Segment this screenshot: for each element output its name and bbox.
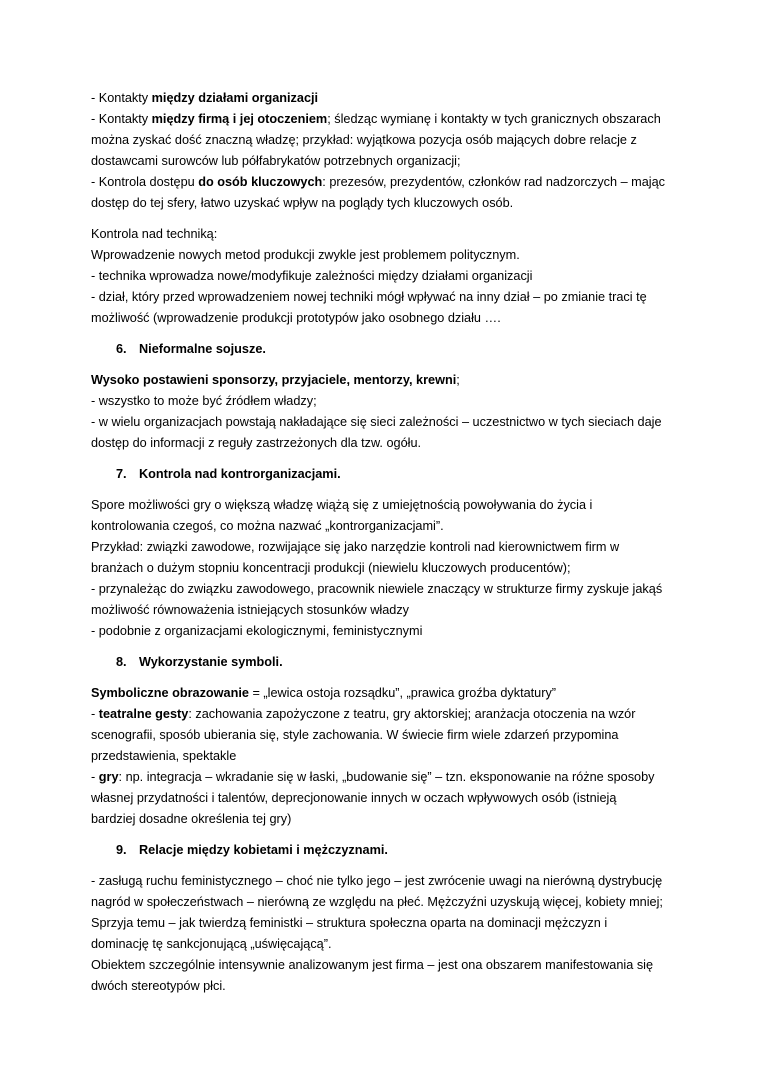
text-line: - w wielu organizacjach powstają nakładające się sieci zależności – uczestnictwo w tych sieciach daje: [91, 415, 662, 429]
heading-number: 6.: [116, 342, 127, 356]
heading-text: Kontrola nad kontrorganizacjami.: [139, 467, 341, 481]
spacer: [91, 329, 681, 339]
text-line: [91, 767, 681, 788]
paragraph-counter-organizations: [91, 495, 681, 642]
section-heading-9: [91, 840, 681, 861]
text-run: ;: [456, 373, 460, 387]
text-line: - przynależąc do związku zawodowego, pracownik niewiele znaczący w strukturze firmy zyskuje jakąś: [91, 582, 663, 596]
spacer: [91, 485, 681, 495]
spacer: [91, 673, 681, 683]
bold-text: Symboliczne obrazowanie: [91, 686, 249, 700]
bold-text: między działami organizacji: [151, 91, 319, 105]
text-line: dwóch stereotypów płci.: [91, 979, 226, 993]
text-line: Spore możliwości gry o większą władzę wiążą się z umiejętnością powoływania do życia i: [91, 498, 593, 512]
text-line: branżach o dużym stopniu koncentracji produkcji (niewielu kluczowych producentów);: [91, 561, 571, 575]
text-line: dostawcami surowców lub półfabrykatów potrzebnych organizacji;: [91, 154, 461, 168]
paragraph-technology-control: [91, 224, 681, 329]
heading-text: Relacje między kobietami i mężczyznami.: [139, 843, 388, 857]
text-line: [91, 109, 681, 130]
text-line: [91, 704, 681, 725]
spacer: [91, 454, 681, 464]
text-line: dominację tę sankcjonującą „uświęcającą”.: [91, 937, 332, 951]
text-line: [91, 172, 681, 193]
text-run: -: [91, 770, 99, 784]
text-line: [91, 683, 681, 704]
text-line: scenografii, sposób ubierania się, style zachowania. W świecie firm wiele zdarzeń przypomina: [91, 728, 619, 742]
text-line: - zasługą ruchu feministycznego – choć nie tylko jego – jest zwrócenie uwagi na nierówną dystrybucję: [91, 874, 663, 888]
text-line: możliwość (wprowadzenie produkcji prototypów jako osobnego działu ….: [91, 311, 501, 325]
text-line: - wszystko to może być źródłem władzy;: [91, 394, 317, 408]
bold-text: Wysoko postawieni sponsorzy, przyjaciele, mentorzy, krewni: [91, 373, 457, 387]
section-heading-8: [91, 652, 681, 673]
text-line: bardziej dosadne określenia tej gry): [91, 812, 292, 826]
text-run: : zachowania zapożyczone z teatru, gry aktorskiej; aranżacja otoczenia na wzór: [188, 707, 636, 721]
bold-text: do osób kluczowych: [198, 175, 323, 189]
text-line: - dział, który przed wprowadzeniem nowej techniki mógł wpływać na inny dział – po zmianie traci tę: [91, 290, 647, 304]
text-run: - Kontakty: [91, 112, 152, 126]
spacer: [91, 214, 681, 224]
text-run: - Kontakty: [91, 91, 152, 105]
heading-number: 7.: [116, 467, 127, 481]
text-run: : np. integracja – wkradanie się w łaski, „budowanie się” – tzn. eksponowanie na różne sposoby: [118, 770, 655, 784]
document-body: [91, 88, 681, 997]
text-line: własnej przydatności i talentów, deprecjonowanie innych w oczach wpływowych osób (istnieją: [91, 791, 617, 805]
text-line: Wprowadzenie nowych metod produkcji zwykle jest problemem politycznym.: [91, 248, 520, 262]
text-line: [91, 370, 681, 391]
text-run: -: [91, 707, 99, 721]
spacer: [91, 360, 681, 370]
text-line: można zyskać dość znaczną władzę; przykład: wyjątkowa pozycja osób mających dobre relacje z: [91, 133, 637, 147]
text-line: Obiektem szczególnie intensywnie analizowanym jest firma – jest ona obszarem manifestowania się: [91, 958, 654, 972]
text-run: : prezesów, prezydentów, członków rad nadzorczych – mając: [322, 175, 666, 189]
text-line: przedstawienia, spektakle: [91, 749, 237, 763]
bold-text: gry: [98, 770, 119, 784]
text-line: Kontrola nad techniką:: [91, 227, 218, 241]
section-heading-6: [91, 339, 681, 360]
spacer: [91, 861, 681, 871]
paragraph-gender-relations: [91, 871, 681, 997]
section-heading-7: [91, 464, 681, 485]
text-line: - podobnie z organizacjami ekologicznymi, feministycznymi: [91, 624, 423, 638]
text-run: ; śledząc wymianę i kontakty w tych granicznych obszarach: [327, 112, 661, 126]
heading-number: 9.: [116, 843, 127, 857]
bold-text: teatralne gesty: [98, 707, 189, 721]
paragraph-informal-alliances: [91, 370, 681, 454]
spacer: [91, 830, 681, 840]
paragraph-symbols: [91, 683, 681, 830]
text-line: dostęp do tej sfery, łatwo uzyskać wpływ na poglądy tych kluczowych osób.: [91, 196, 514, 210]
heading-text: Nieformalne sojusze.: [139, 342, 266, 356]
text-line: kontrolowania czegoś, co można nazwać „kontrorganizacjami”.: [91, 519, 444, 533]
text-run: - Kontrola dostępu: [91, 175, 199, 189]
text-line: możliwość równoważenia istniejących stosunków władzy: [91, 603, 410, 617]
bold-text: między firmą i jej otoczeniem: [151, 112, 328, 126]
text-run: = „lewica ostoja rozsądku”, „prawica groźba dyktatury”: [248, 686, 557, 700]
text-line: dostęp do informacji z reguły zastrzeżonych dla tzw. ogółu.: [91, 436, 422, 450]
text-line: Sprzyja temu – jak twierdzą feministki – struktura społeczna oparta na dominacji mężczyzn i: [91, 916, 608, 930]
heading-number: 8.: [116, 655, 127, 669]
paragraph-contacts: [91, 88, 681, 214]
text-line: nagród w społeczeństwach – nierówną ze względu na płeć. Mężczyźni uzyskują więcej, kobiety mniej;: [91, 895, 663, 909]
text-line: - technika wprowadza nowe/modyfikuje zależności między działami organizacji: [91, 269, 533, 283]
text-line: Przykład: związki zawodowe, rozwijające się jako narzędzie kontroli nad kierownictwem firm w: [91, 540, 620, 554]
heading-text: Wykorzystanie symboli.: [139, 655, 283, 669]
text-line: [91, 88, 681, 109]
spacer: [91, 642, 681, 652]
